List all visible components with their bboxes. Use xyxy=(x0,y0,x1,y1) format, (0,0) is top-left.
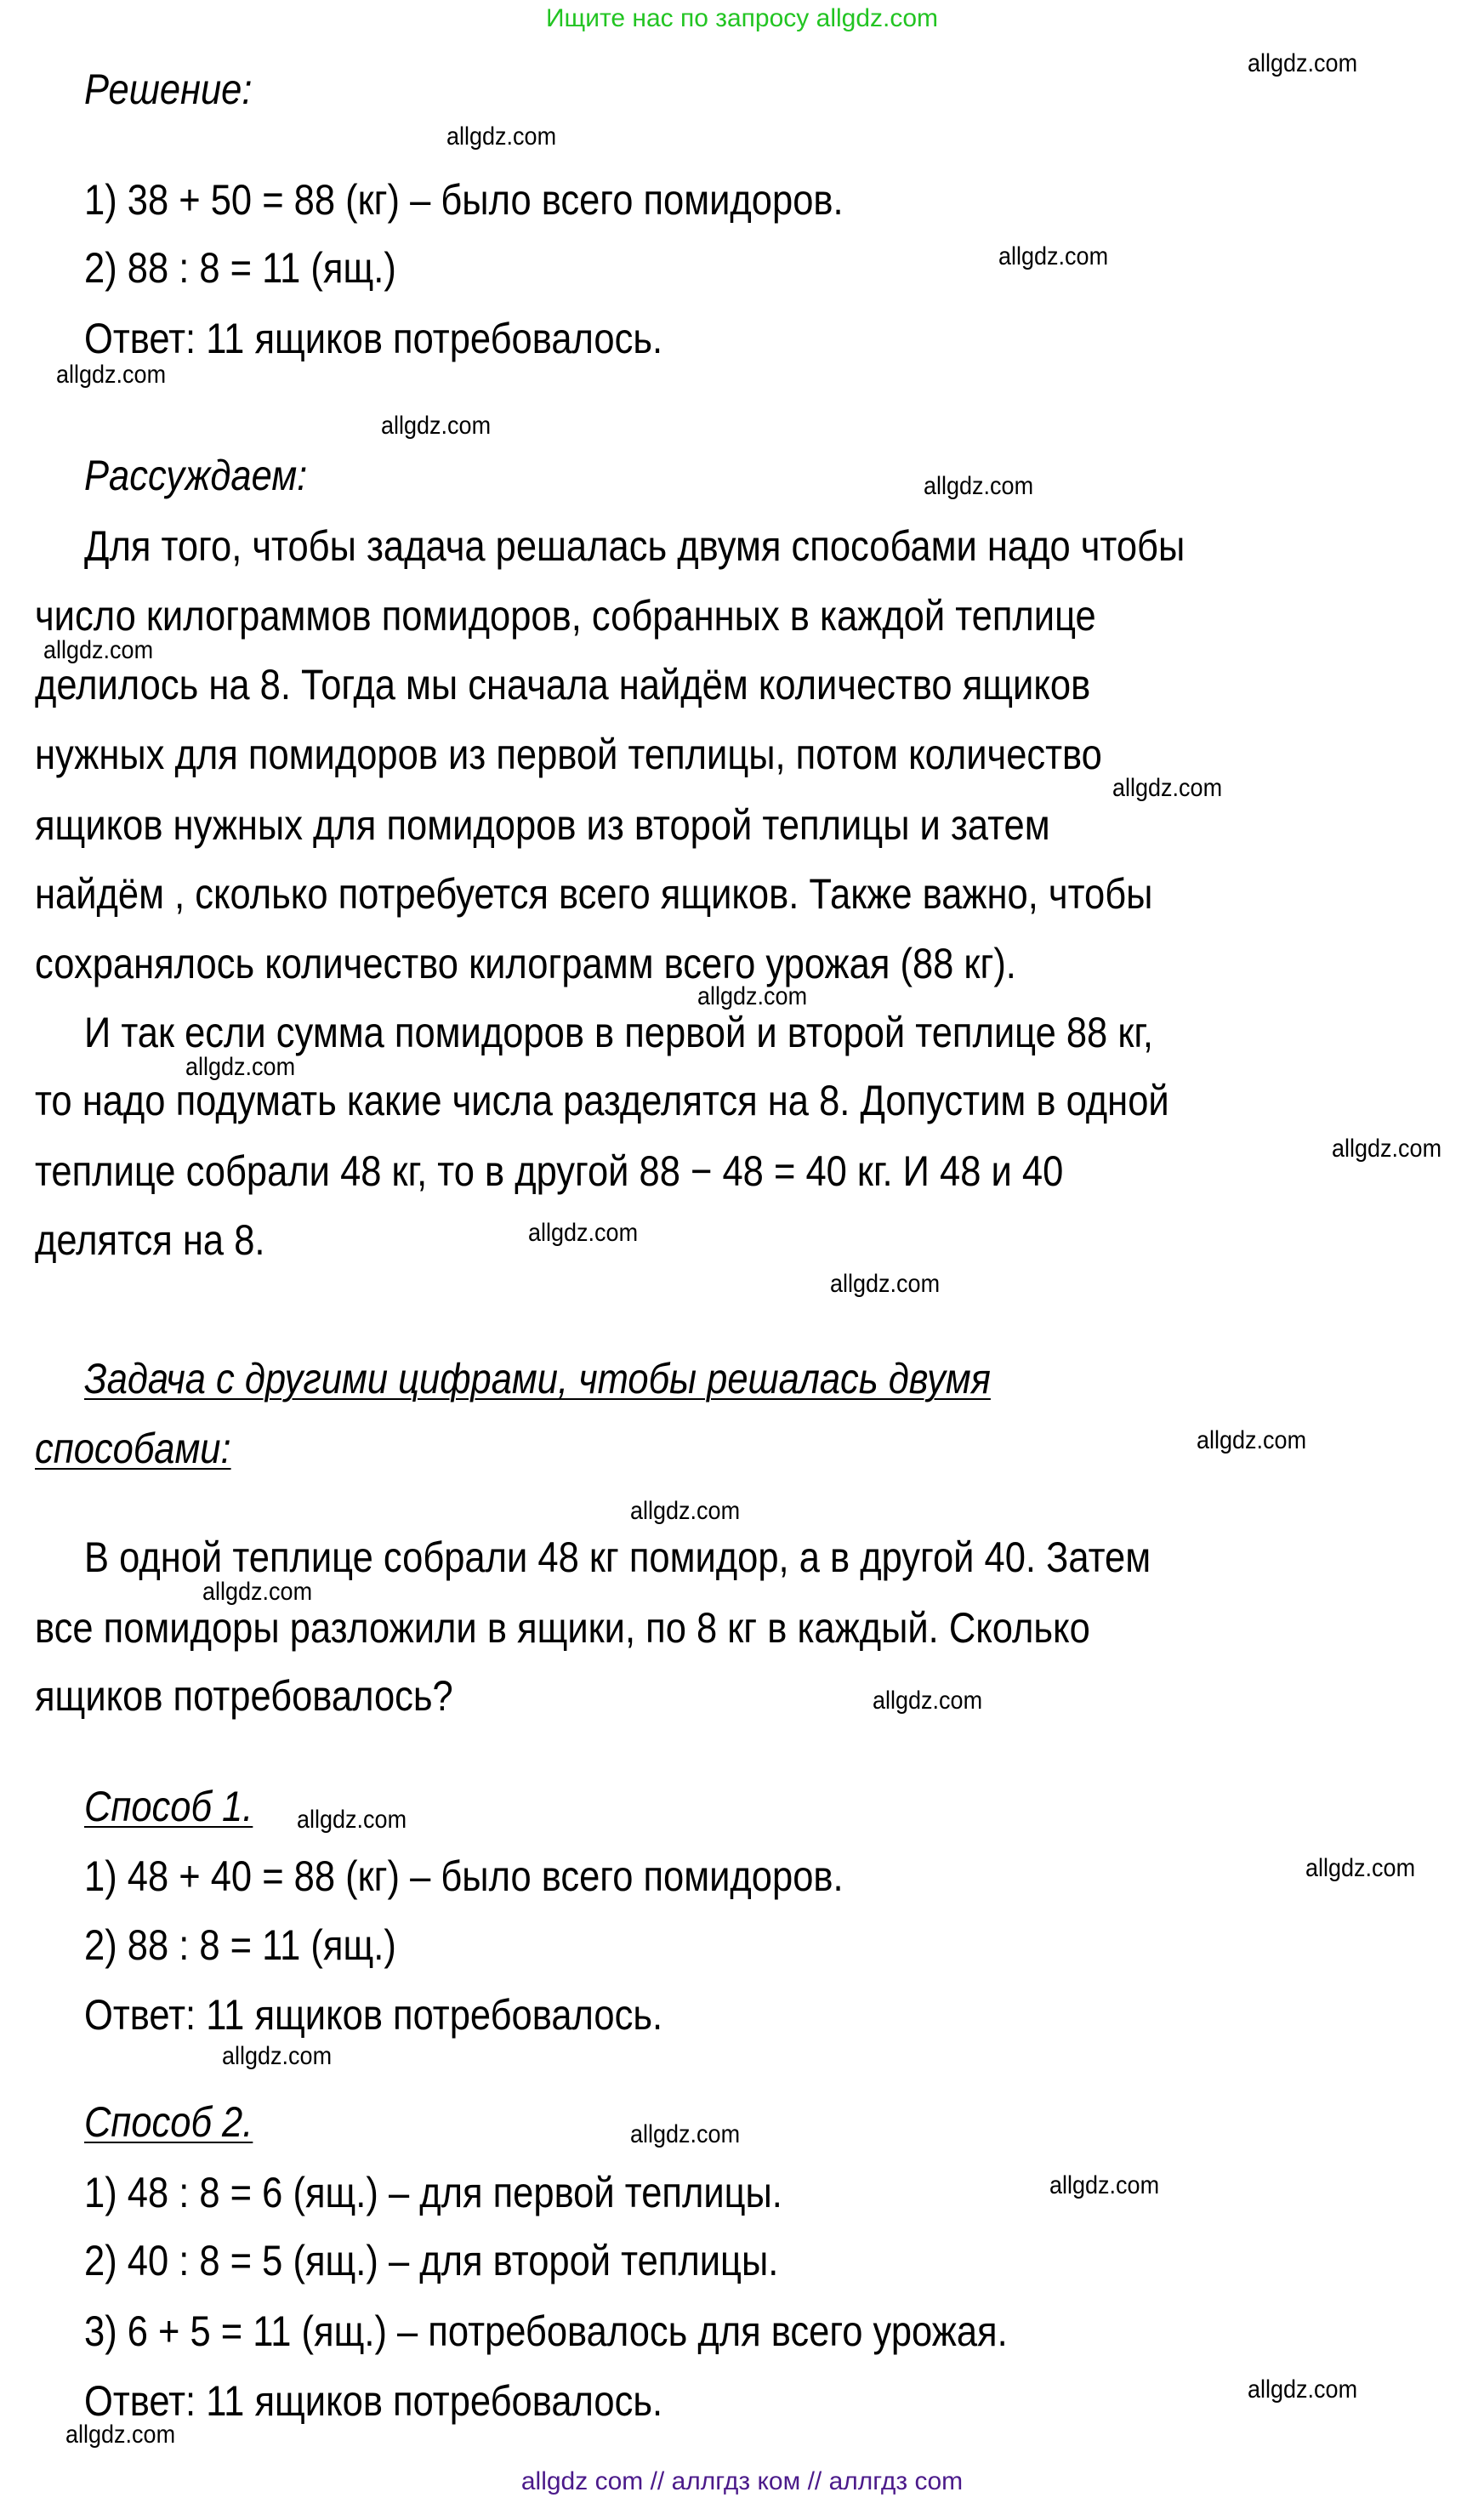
watermark: allgdz.com xyxy=(1332,1135,1442,1163)
watermark: allgdz.com xyxy=(65,2421,176,2449)
solution-answer: Ответ: 11 ящиков потребовалось. xyxy=(84,315,663,362)
reasoning-line: ящиков нужных для помидоров из второй теплицы и затем xyxy=(35,801,1050,849)
solution-heading: Решение: xyxy=(84,65,253,113)
new-task-heading: способами: xyxy=(35,1425,231,1472)
reasoning-line: сохранялось количество килограмм всего урожая (88 кг). xyxy=(35,940,1016,987)
watermark: allgdz.com xyxy=(381,412,492,440)
method2-step: 1) 48 : 8 = 6 (ящ.) – для первой теплицы. xyxy=(84,2169,782,2216)
watermark: allgdz.com xyxy=(56,361,167,389)
method2-step: 3) 6 + 5 = 11 (ящ.) – потребовалось для всего урожая. xyxy=(84,2307,1008,2355)
reasoning-line: число килограммов помидоров, собранных в каждой теплице xyxy=(35,592,1096,640)
reasoning-line: делятся на 8. xyxy=(35,1216,265,1264)
footer-banner: allgdz com // аллгдз ком // аллгдз com xyxy=(520,2467,964,2495)
method1-step: 1) 48 + 40 = 88 (кг) – было всего помидоров. xyxy=(84,1852,844,1900)
solution-step: 2) 88 : 8 = 11 (ящ.) xyxy=(84,244,396,292)
task-line: В одной теплице собрали 48 кг помидор, а в другой 40. Затем xyxy=(84,1533,1151,1581)
watermark: allgdz.com xyxy=(873,1687,983,1715)
reasoning-line: то надо подумать какие числа разделятся на 8. Допустим в одной xyxy=(35,1077,1169,1124)
reasoning-line: И так если сумма помидоров в первой и второй теплице 88 кг, xyxy=(84,1009,1154,1056)
reasoning-line: найдём , сколько потребуется всего ящиков. Также важно, чтобы xyxy=(35,870,1153,918)
watermark: allgdz.com xyxy=(528,1219,639,1247)
watermark: allgdz.com xyxy=(830,1270,941,1298)
watermark: allgdz.com xyxy=(1049,2171,1160,2199)
watermark: allgdz.com xyxy=(1197,1426,1307,1454)
watermark: allgdz.com xyxy=(697,982,808,1010)
method1-heading: Способ 1. xyxy=(84,1783,253,1830)
method2-answer: Ответ: 11 ящиков потребовалось. xyxy=(84,2377,663,2425)
task-line: все помидоры разложили в ящики, по 8 кг в каждый. Сколько xyxy=(35,1604,1090,1652)
task-line: ящиков потребовалось? xyxy=(35,1672,453,1720)
watermark: allgdz.com xyxy=(1112,774,1223,802)
reasoning-line: нужных для помидоров из первой теплицы, потом количество xyxy=(35,731,1102,778)
watermark: allgdz.com xyxy=(924,472,1034,500)
method1-step: 2) 88 : 8 = 11 (ящ.) xyxy=(84,1921,396,1969)
watermark: allgdz.com xyxy=(1248,49,1358,77)
top-banner: Ищите нас по запросу allgdz.com xyxy=(545,4,939,32)
reasoning-heading: Рассуждаем: xyxy=(84,452,308,499)
solution-step: 1) 38 + 50 = 88 (кг) – было всего помидоров. xyxy=(84,176,844,224)
watermark: allgdz.com xyxy=(1305,1854,1416,1882)
watermark: allgdz.com xyxy=(1248,2375,1358,2404)
watermark: allgdz.com xyxy=(43,636,154,664)
watermark: allgdz.com xyxy=(202,1578,313,1606)
reasoning-line: делилось на 8. Тогда мы сначала найдём количество ящиков xyxy=(35,661,1091,708)
watermark: allgdz.com xyxy=(630,2120,741,2148)
watermark: allgdz.com xyxy=(222,2042,333,2070)
watermark: allgdz.com xyxy=(297,1806,407,1834)
method2-heading: Способ 2. xyxy=(84,2098,253,2146)
watermark: allgdz.com xyxy=(998,242,1109,270)
watermark: allgdz.com xyxy=(630,1497,741,1525)
reasoning-line: теплице собрали 48 кг, то в другой 88 − 48 = 40 кг. И 48 и 40 xyxy=(35,1147,1064,1195)
reasoning-line: Для того, чтобы задача решалась двумя способами надо чтобы xyxy=(84,522,1185,570)
watermark: allgdz.com xyxy=(185,1053,296,1081)
watermark: allgdz.com xyxy=(446,122,557,151)
new-task-heading: Задача с другими цифрами, чтобы решалась двумя xyxy=(84,1355,991,1402)
method2-step: 2) 40 : 8 = 5 (ящ.) – для второй теплицы. xyxy=(84,2237,779,2284)
method1-answer: Ответ: 11 ящиков потребовалось. xyxy=(84,1991,663,2039)
